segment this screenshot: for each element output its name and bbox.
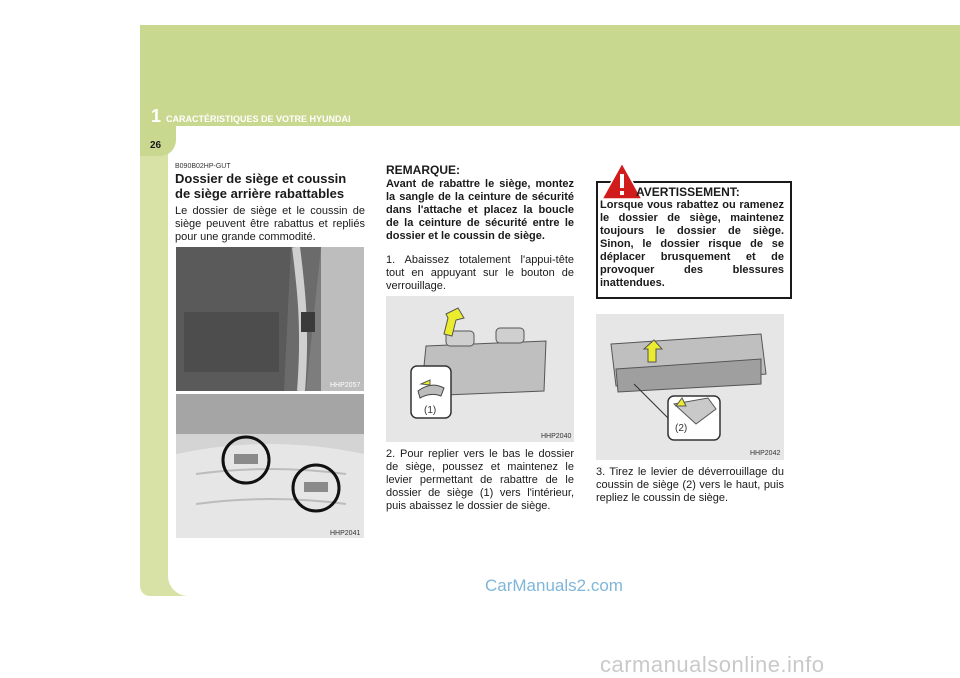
figure-label-1: HHP2040 <box>541 433 572 440</box>
step-1: 1. Abaissez totalement l'appui-tête tout en appuyant sur le bouton de verrouillage. <box>386 254 574 292</box>
header-band <box>140 25 960 126</box>
section-code: B090B02HP-GUT <box>175 163 231 170</box>
page-number: 26 <box>150 140 162 151</box>
section-title: Dossier de siège et coussin de siège arrière rabattables <box>175 171 347 201</box>
step-3: 3. Tirez le levier de déverrouillage du coussin de siège (2) vers le haut, puis repliez le coussin de siège. <box>596 466 784 504</box>
cushion-figure <box>596 314 784 460</box>
rear-seat-photo <box>176 394 364 538</box>
headrest-illustration <box>386 296 574 442</box>
step-2: 2. Pour replier vers le bas le dossier de siège, poussez et maintenez le levier permettant de rabattre de le dossier de siège (1) vers l'intérieur, puis abaissez le dossier de siège. <box>386 448 574 512</box>
watermark-carmanuals2[interactable]: CarManuals2.com <box>485 576 623 595</box>
section-body: Le dossier de siège et le coussin de siège peuvent être rabattus et repliés pour une grande commodité. <box>175 205 365 243</box>
figure-label-2: HHP2042 <box>750 450 781 457</box>
photo-label-2: HHP2041 <box>330 530 361 537</box>
figure-callout-2: (2) <box>675 423 688 434</box>
photo-label-1: HHP2057 <box>330 382 361 389</box>
rear-seat-illustration <box>176 394 364 538</box>
headrest-figure <box>386 296 574 442</box>
chapter-number: 1 <box>151 106 162 126</box>
remarque-title: REMARQUE: <box>386 163 460 177</box>
remarque-body: Avant de rabattre le siège, montez la sangle de la ceinture de sécurité dans l'attache et placez la boucle de la ceinture de sécurité entre le dossier et le coussin de siège. <box>386 178 574 242</box>
figure-callout-1: (1) <box>424 405 437 416</box>
chapter-title: CARACTÉRISTIQUES DE VOTRE HYUNDAI <box>166 114 351 124</box>
cushion-illustration <box>596 314 784 460</box>
warning-title: AVERTISSEMENT: <box>636 185 740 199</box>
door-seatbelt-photo <box>176 247 364 391</box>
warning-body: Lorsque vous rabattez ou ramenez le dossier de siège, maintenez toujours le dossier de siège. Sinon, le dossier risque de se déplacer brusquement et de provoquer des blessures inattendues. <box>600 199 784 289</box>
door-seatbelt-illustration <box>176 247 364 391</box>
watermark-carmanualsonline[interactable]: carmanualsonline.info <box>600 652 825 677</box>
